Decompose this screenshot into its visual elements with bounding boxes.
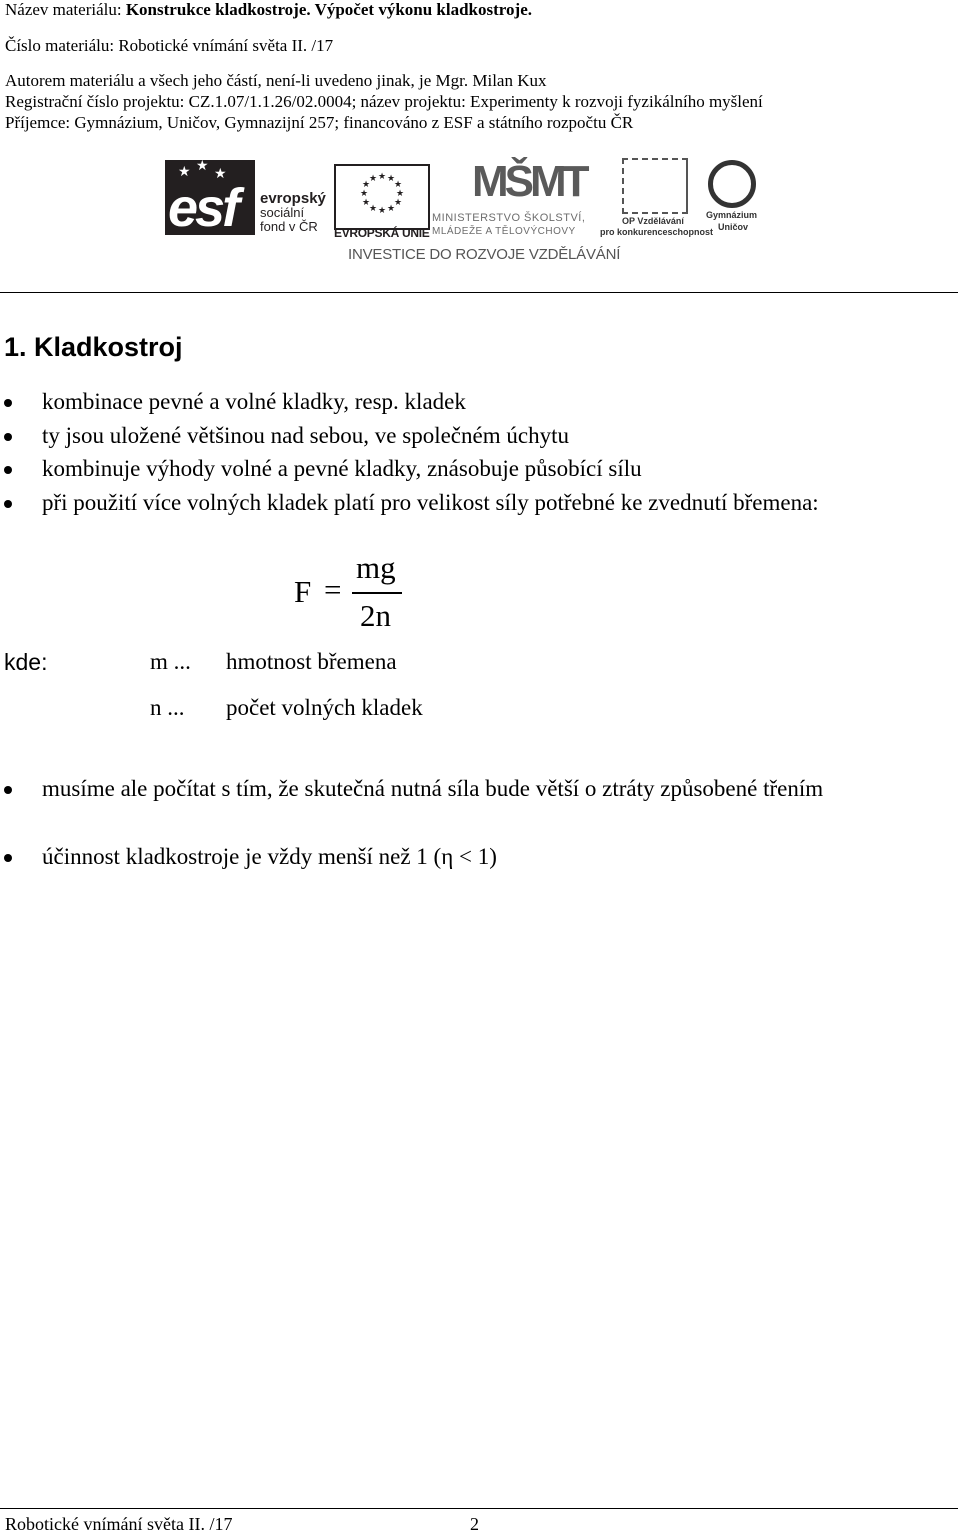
svg-text:★: ★ — [395, 189, 405, 199]
msmt-label-2: MLÁDEŽE A TĚLOVÝCHOVY — [432, 226, 576, 237]
svg-text:★: ★ — [359, 189, 369, 199]
bullet-icon — [4, 466, 12, 474]
svg-text:★: ★ — [377, 172, 387, 182]
svg-text:★: ★ — [393, 198, 403, 208]
page-number: 2 — [470, 1514, 479, 1534]
svg-text:★: ★ — [368, 174, 378, 184]
footer-title: Robotické vnímání světa II. /17 — [5, 1514, 233, 1534]
svg-text:★: ★ — [393, 180, 403, 190]
fraction-bar — [352, 592, 402, 594]
legend-meaning-m: hmotnost břemena — [226, 649, 397, 674]
legend-label: kde: — [4, 649, 48, 675]
formula-denominator: 2n — [360, 598, 391, 633]
formula-lhs: F — [294, 574, 312, 609]
footer-divider — [0, 1508, 958, 1509]
esf-logo-label: evropský sociální fond v ČR — [260, 190, 326, 234]
formula-equals: = — [324, 572, 342, 607]
gymnazium-logo — [708, 160, 756, 208]
msmt-label-1: MINISTERSTVO ŠKOLSTVÍ, — [432, 212, 586, 224]
material-name-line — [5, 0, 532, 20]
logo-strip — [0, 150, 960, 280]
svg-text:★: ★ — [368, 204, 378, 214]
legend-symbol-n: n ... — [150, 695, 185, 720]
op-logo — [622, 158, 688, 214]
esf-star-icon: ★ — [196, 159, 209, 174]
gymnazium-label-1: Gymnázium — [706, 210, 758, 220]
material-number-line: Číslo materiálu: Robotické vnímání světa II. /17 — [5, 36, 334, 55]
esf-star-icon: ★ — [178, 165, 191, 180]
material-name-label: Název materiálu: — [5, 0, 126, 19]
bullet-icon — [4, 786, 12, 794]
op-label-1: OP Vzdělávání — [622, 216, 684, 226]
eu-flag-logo — [334, 164, 430, 230]
bullet-icon — [4, 399, 12, 407]
svg-text:★: ★ — [361, 198, 371, 208]
esf-logo-text: esf — [168, 178, 238, 238]
svg-text:★: ★ — [386, 204, 396, 214]
eu-logo-label: EVROPSKÁ UNIE — [334, 226, 430, 240]
legend-meaning-n: počet volných kladek — [226, 695, 423, 720]
esf-star-icon: ★ — [214, 167, 227, 182]
svg-text:★: ★ — [377, 206, 387, 216]
op-label-2: pro konkurenceschopnost — [600, 227, 714, 237]
bullet-icon — [4, 854, 12, 862]
gymnazium-label-2: Uničov — [718, 222, 749, 232]
header-divider — [0, 292, 958, 293]
formula-numerator: mg — [356, 550, 396, 585]
force-formula — [294, 550, 434, 636]
material-name-value: Konstrukce kladkostroje. Výpočet výkonu kladkostroje. — [125, 0, 532, 19]
registration-line: Registrační číslo projektu: CZ.1.07/1.1.26/02.0004; název projektu: Experimenty k rozvoji fyzikálního myšlení — [5, 92, 763, 111]
svg-text:★: ★ — [361, 180, 371, 190]
author-line: Autorem materiálu a všech jeho částí, není-li uvedeno jinak, je Mgr. Milan Kux — [5, 71, 547, 90]
bullet-icon — [4, 433, 12, 441]
recipient-line: Příjemce: Gymnázium, Uničov, Gymnazijní 257; financováno z ESF a státního rozpočtu ČR — [5, 113, 634, 132]
legend-symbol-m: m ... — [150, 649, 191, 674]
investice-slogan: INVESTICE DO ROZVOJE VZDĚLÁVÁNÍ — [348, 246, 621, 263]
msmt-logo: MŠMT — [472, 157, 586, 206]
svg-text:★: ★ — [386, 174, 396, 184]
section-title: 1. Kladkostroj — [4, 332, 183, 362]
eu-stars-icon — [336, 166, 428, 228]
bullet-icon — [4, 500, 12, 508]
